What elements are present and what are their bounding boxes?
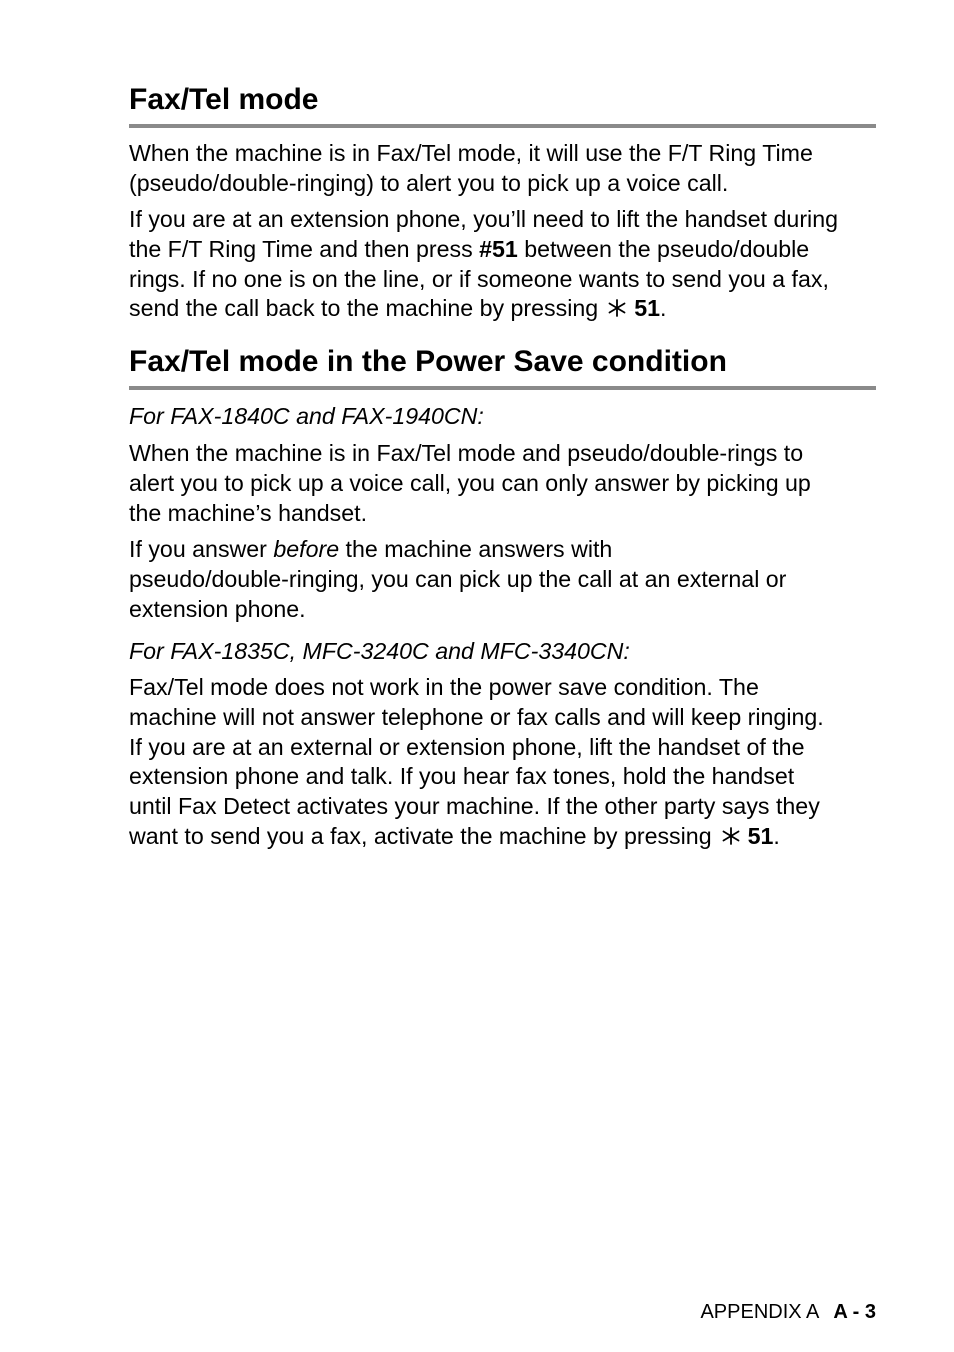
text-run: between the pseudo/double xyxy=(517,235,810,262)
text-line: until Fax Detect activates your machine. If the other party says they xyxy=(129,793,820,820)
text-line: alert you to pick up a voice call, you can only answer by picking up xyxy=(129,469,811,496)
asterisk-key-icon xyxy=(720,826,742,846)
title-divider xyxy=(129,124,876,128)
section-title: Fax/Tel mode in the Power Save condition xyxy=(129,345,727,378)
text-line: When the machine is in Fax/Tel mode and pseudo/double-rings to xyxy=(129,440,804,466)
text-line: extension phone and talk. If you hear fax tones, hold the handset xyxy=(129,763,795,790)
text-run: If you answer xyxy=(129,536,274,562)
key-sequence: #51 xyxy=(479,235,518,262)
title-divider xyxy=(129,386,876,390)
text-line: For FAX-1835C, MFC-3240C and MFC-3340CN: xyxy=(129,638,630,664)
text-run: . xyxy=(659,295,667,322)
text-run: . xyxy=(773,822,780,849)
text-line: If you are at an extension phone, you’ll need to lift the handset during xyxy=(129,206,838,232)
text-line: Fax/Tel mode does not work in the power save condition. The xyxy=(129,674,759,700)
text-line xyxy=(129,822,889,852)
text-line: If you are at an external or extension phone, lift the handset of the xyxy=(129,733,805,760)
emphasis-text: before xyxy=(273,536,340,562)
asterisk-key-icon xyxy=(606,298,628,318)
text-line: (pseudo/double-ringing) to alert you to pick up a voice call. xyxy=(129,169,729,196)
text-line xyxy=(129,235,889,265)
key-sequence: 51 xyxy=(747,822,774,849)
paragraph xyxy=(129,673,889,852)
text-run: send the call back to the machine by pressing xyxy=(129,295,599,322)
page-footer xyxy=(700,1300,876,1324)
section-fax-tel-mode xyxy=(129,82,876,128)
paragraph xyxy=(129,139,889,199)
key-sequence: 51 xyxy=(634,295,660,322)
text-line xyxy=(129,294,889,324)
chapter-label: APPENDIX A xyxy=(700,1301,820,1323)
text-line: the machine’s handset. xyxy=(129,499,368,526)
text-line: rings. If no one is on the line, or if someone wants to send you a fax, xyxy=(129,265,829,292)
paragraph xyxy=(129,205,889,324)
text-run: the machine answers with xyxy=(339,536,613,562)
text-line: pseudo/double-ringing, you can pick up the call at an external or xyxy=(129,565,787,592)
page-number: A - 3 xyxy=(833,1301,876,1323)
section-power-save xyxy=(129,344,876,390)
text-line: When the machine is in Fax/Tel mode, it will use the F/T Ring Time xyxy=(129,140,813,166)
section-title: Fax/Tel mode xyxy=(129,83,319,116)
text-line: For FAX-1840C and FAX-1940CN: xyxy=(129,403,484,429)
model-heading xyxy=(129,637,889,667)
paragraph xyxy=(129,535,889,624)
text-run: the F/T Ring Time and then press xyxy=(129,235,480,262)
paragraph xyxy=(129,439,889,528)
text-line xyxy=(129,535,889,565)
text-run: want to send you a fax, activate the machine by pressing xyxy=(129,822,712,849)
text-line: machine will not answer telephone or fax calls and will keep ringing. xyxy=(129,703,824,730)
model-heading xyxy=(129,402,889,432)
text-line: extension phone. xyxy=(129,595,306,622)
